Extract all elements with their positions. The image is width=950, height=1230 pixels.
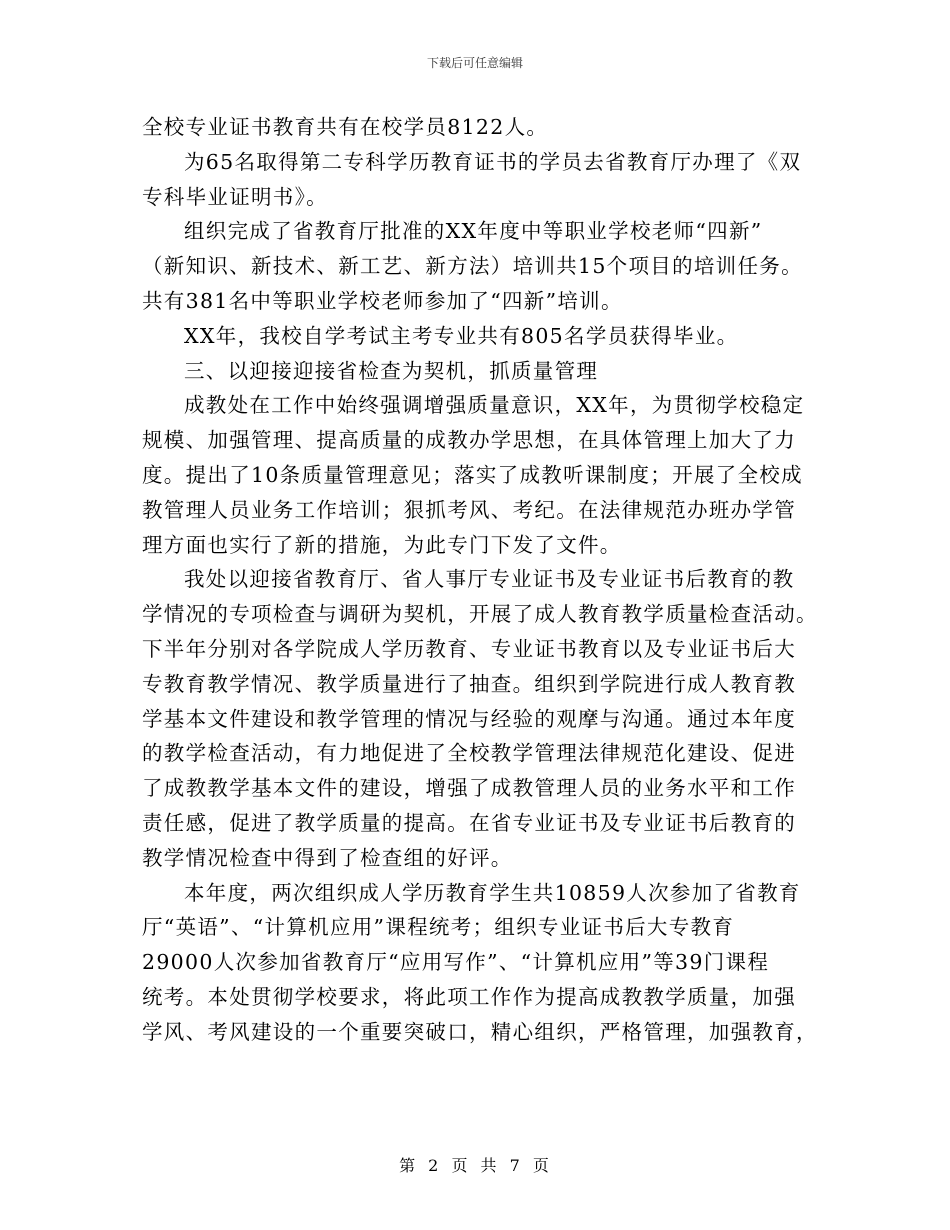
text-line: 度。提出了10条质量管理意见；落实了成教听课制度；开展了全校成: [142, 462, 803, 487]
text-line: 学基本文件建设和教学管理的情况与经验的观摩与沟通。通过本年度: [142, 706, 796, 731]
text-line: 统考。本处贯彻学校要求，将此项工作作为提高成教教学质量，加强: [142, 984, 796, 1009]
text-line: 教管理人员业务工作培训；狠抓考风、考纪。在法律规范办班办学管: [142, 497, 796, 522]
text-line: 责任感，促进了教学质量的提高。在省专业证书及专业证书后教育的: [142, 810, 796, 835]
text-line: 共有381名中等职业学校老师参加了“四新”培训。: [142, 288, 623, 313]
text-line: 我处以迎接省教育厅、省人事厅专业证书及专业证书后教育的教: [184, 567, 795, 592]
document-body: [142, 110, 818, 1050]
text-line: 学风、考风建设的一个重要突破口，精心组织，严格管理，加强教育，: [142, 1019, 818, 1044]
text-line: 29000人次参加省教育厅“应用写作”、“计算机应用”等39门课程: [142, 950, 770, 975]
text-line: 的教学检查活动，有力地促进了全校教学管理法律规范化建设、促进: [142, 741, 796, 766]
text-line: 为65名取得第二专科学历教育证书的学员去省教育厅办理了《双: [184, 149, 802, 174]
text-line: 学情况的专项检查与调研为契机，开展了成人教育教学质量检查活动。: [142, 602, 818, 627]
text-line: 三、以迎接迎接省检查为契机，抓质量管理: [184, 358, 599, 383]
text-line: 组织完成了省教育厅批准的XX年度中等职业学校老师“四新”: [184, 219, 763, 244]
page-footer: 第 2 页 共 7 页: [399, 1156, 551, 1175]
text-line: 专教育教学情况、教学质量进行了抽查。组织到学院进行成人教育教: [142, 671, 796, 696]
text-line: （新知识、新技术、新工艺、新方法）培训共15个项目的培训任务。: [142, 254, 803, 279]
text-line: XX年，我校自学考试主考专业共有805名学员获得毕业。: [184, 323, 739, 348]
text-line: 全校专业证书教育共有在校学员8122人。: [142, 115, 549, 139]
text-line: 下半年分别对各学院成人学历教育、专业证书教育以及专业证书后大: [142, 636, 796, 661]
text-line: 规模、加强管理、提高质量的成教办学思想，在具体管理上加大了力: [142, 428, 796, 453]
text-line: 理方面也实行了新的措施，为此专门下发了文件。: [142, 532, 622, 557]
text-line: 本年度，两次组织成人学历教育学生共10859人次参加了省教育: [184, 880, 801, 905]
text-line: 专科毕业证明书》。: [142, 184, 328, 209]
text-line: 教学情况检查中得到了检查组的好评。: [142, 845, 513, 870]
text-line: 了成教教学基本文件的建设，增强了成教管理人员的业务水平和工作: [142, 776, 796, 801]
text-line: 厅“英语”、“计算机应用”课程统考；组织专业证书后大专教育: [142, 915, 735, 940]
page-header: 下载后可任意编辑: [426, 56, 523, 70]
text-line: 成教处在工作中始终强调增强质量意识，XX年，为贯彻学校稳定: [184, 393, 805, 418]
